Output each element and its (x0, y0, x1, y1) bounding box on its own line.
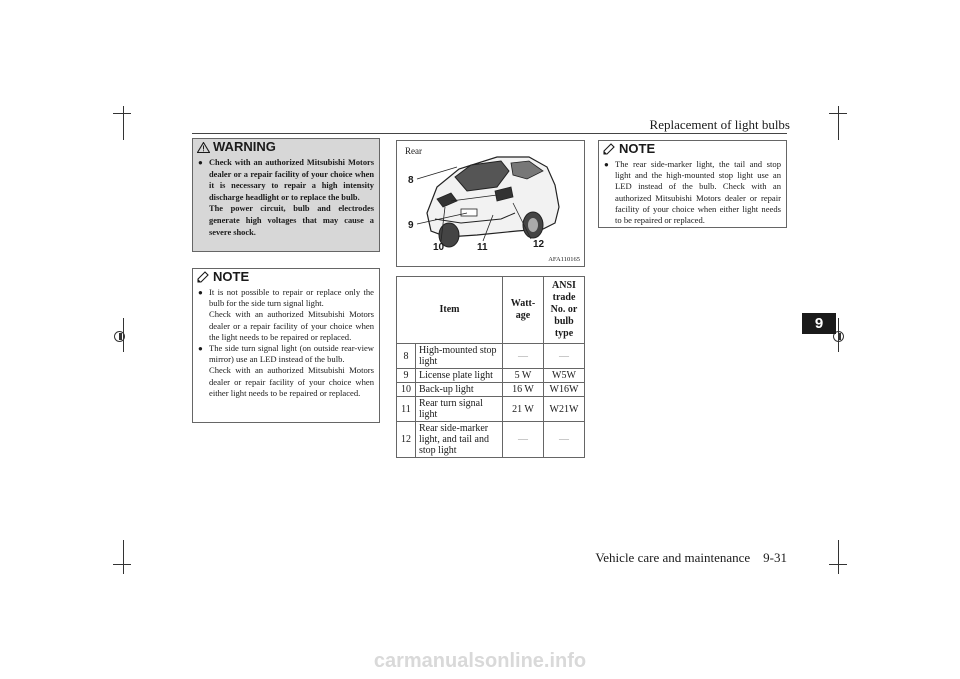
row-wattage: 16 W (503, 383, 544, 397)
rear-vehicle-figure (396, 140, 585, 267)
crop-mark (113, 113, 131, 114)
table-row (397, 422, 585, 458)
warning-header (193, 139, 379, 155)
pencil-icon (197, 271, 210, 283)
header-rule (192, 133, 787, 134)
crop-mark (838, 106, 839, 140)
table-row (397, 397, 585, 422)
bullet-icon: ● (198, 288, 203, 297)
bullet-icon: ● (198, 344, 203, 354)
note-label: NOTE (619, 141, 656, 156)
watermark: carmanualsonline.info (373, 650, 587, 672)
figure-title: Rear (405, 146, 422, 156)
list-item (604, 159, 781, 226)
paragraph: It is not possible to repair or replace only the bulb for the side turn signal light. (209, 287, 374, 309)
registration-mark (114, 331, 125, 342)
list-item (198, 343, 374, 399)
table-row (397, 369, 585, 383)
paragraph: Check with an authorized Mitsubishi Motors dealer or a repair facility of your choice when the light needs to be repaired or replaced. (209, 309, 374, 342)
note-box (598, 140, 787, 228)
row-ansi: W16W (544, 383, 585, 397)
rear-car-illustration (397, 141, 584, 266)
table-row (397, 383, 585, 397)
list-item (198, 157, 374, 238)
column-header-ansi: ANSI trade No. or bulb type (544, 277, 585, 344)
row-number: 11 (397, 397, 416, 422)
table-row (397, 344, 585, 369)
figure-code: AFA110165 (548, 256, 580, 263)
paragraph: The rear side-marker light, the tail and stop light and the high-mounted stop light use an LED instead of the bulb. Check with an authorized Mitsubishi Motors dealer or repair facility of your choice when either light needs to be repaired or replaced. (615, 159, 781, 226)
figure-callout: 11 (477, 242, 488, 253)
row-number: 8 (397, 344, 416, 369)
crop-mark (838, 540, 839, 574)
bullet-icon: ● (198, 158, 203, 167)
column-header-wattage: Watt-age (503, 277, 544, 344)
note-header (599, 141, 786, 157)
row-ansi: — (544, 422, 585, 458)
row-wattage: 5 W (503, 369, 544, 383)
row-ansi: — (544, 344, 585, 369)
row-number: 12 (397, 422, 416, 458)
row-ansi: W5W (544, 369, 585, 383)
row-item: Back-up light (416, 383, 503, 397)
row-item: High-mounted stop light (416, 344, 503, 369)
row-item: Rear side-marker light, and tail and stop light (416, 422, 503, 458)
chapter-tab: 9 (802, 313, 836, 334)
row-wattage: — (503, 344, 544, 369)
paragraph: Check with an authorized Mitsubishi Motors dealer or a repair facility of your choice when it is necessary to repair a high intensity discharge headlight or to replace the bulb. (209, 158, 374, 202)
note-header (193, 269, 379, 285)
crop-mark (123, 106, 124, 140)
bulb-table (396, 276, 585, 458)
figure-callout: 12 (533, 239, 545, 250)
warning-label: WARNING (213, 139, 276, 154)
figure-callout: 9 (408, 220, 414, 231)
page-footer: Vehicle care and maintenance 9-31 (595, 550, 787, 565)
column-header-item: Item (397, 277, 503, 344)
figure-callout: 10 (433, 242, 445, 253)
note-label: NOTE (213, 269, 250, 284)
crop-mark (113, 564, 131, 565)
bullet-icon: ● (604, 160, 609, 169)
row-wattage: — (503, 422, 544, 458)
list-item (198, 287, 374, 343)
crop-mark (123, 540, 124, 574)
row-item: Rear turn signal light (416, 397, 503, 422)
warning-box (192, 138, 380, 252)
row-ansi: W21W (544, 397, 585, 422)
warning-icon (197, 142, 210, 153)
warning-list (193, 155, 379, 238)
pencil-icon (603, 143, 616, 155)
page-header-title: Replacement of light bulbs (649, 117, 790, 132)
row-item: License plate light (416, 369, 503, 383)
note-list (193, 285, 379, 399)
note-list (599, 157, 786, 226)
table-header-row (397, 277, 585, 344)
row-wattage: 21 W (503, 397, 544, 422)
figure-callout: 8 (408, 175, 414, 186)
row-number: 10 (397, 383, 416, 397)
paragraph: The power circuit, bulb and electrodes generate high voltages that may cause a severe shock. (209, 204, 374, 237)
note-box (192, 268, 380, 423)
row-number: 9 (397, 369, 416, 383)
paragraph: Check with an authorized Mitsubishi Motors dealer or repair facility of your choice when either light needs to be repaired or replaced. (209, 365, 374, 398)
paragraph: The side turn signal light (on outside rear-view mirror) use an LED instead of the bulb. (209, 343, 374, 365)
